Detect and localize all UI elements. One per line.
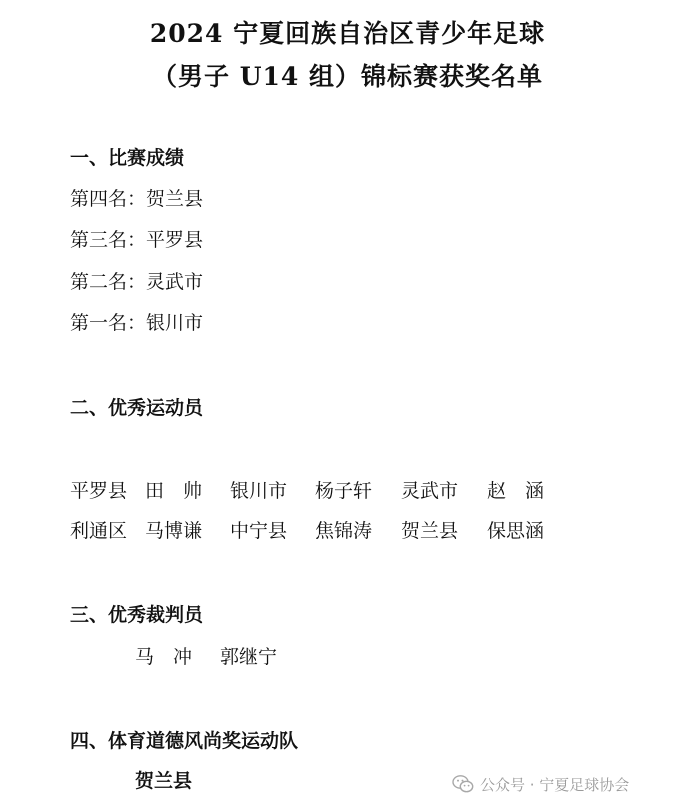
athlete-name: 赵 涵	[487, 480, 545, 502]
athlete-unit: 平罗县	[70, 480, 128, 502]
page-title-line-1: 2024 宁夏回族自治区青少年足球	[149, 19, 546, 48]
athlete-name: 杨子轩	[315, 480, 373, 502]
result-fourth: 第四名：贺兰县	[70, 188, 204, 210]
athlete-name: 马博谦	[145, 520, 203, 542]
wechat-icon	[452, 774, 474, 794]
athlete-name: 田 帅	[145, 480, 203, 502]
result-third: 第三名：平罗县	[70, 229, 204, 251]
result-second: 第二名：灵武市	[70, 271, 204, 293]
referee-name: 马 冲	[135, 646, 193, 668]
wechat-account-watermark	[452, 771, 629, 797]
athlete-name: 保思涵	[487, 520, 545, 542]
athlete-unit: 贺兰县	[401, 520, 459, 542]
section-heading-referees: 三、优秀裁判员	[70, 604, 204, 626]
watermark-text: 公众号 · 宁夏足球协会	[480, 775, 630, 794]
ethics-award-team: 贺兰县	[135, 770, 193, 792]
section-heading-athletes: 二、优秀运动员	[70, 397, 204, 419]
athlete-unit: 灵武市	[401, 480, 459, 502]
athlete-name: 焦锦涛	[315, 520, 373, 542]
section-heading-ethics-award: 四、体育道德风尚奖运动队	[70, 730, 299, 752]
page-title-line-2: （男子 U14 组）锦标赛获奖名单	[151, 62, 543, 91]
section-heading-results: 一、比赛成绩	[70, 147, 185, 169]
athlete-unit: 银川市	[230, 480, 288, 502]
athlete-unit: 利通区	[70, 520, 128, 542]
athlete-unit: 中宁县	[230, 520, 288, 542]
referee-name: 郭继宁	[220, 646, 278, 668]
result-first: 第一名：银川市	[70, 312, 204, 334]
